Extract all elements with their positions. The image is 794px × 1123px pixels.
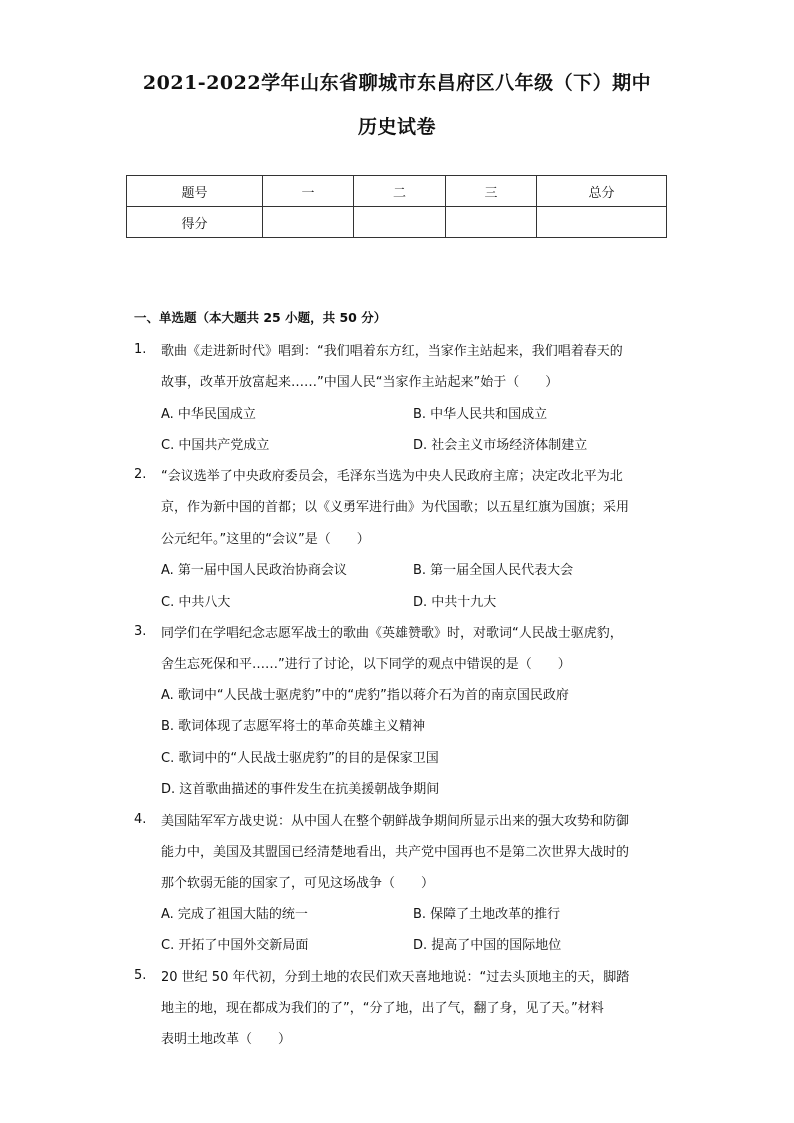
score-table-header-row [127, 176, 667, 207]
option-b[interactable]: B. 中华人民共和国成立 [413, 407, 548, 422]
option-a[interactable]: A. 中华民国成立 [161, 407, 256, 422]
option-c[interactable]: C. 中共八大 [161, 595, 231, 610]
score-cell[interactable] [354, 207, 446, 238]
score-header-cell: 二 [354, 176, 446, 207]
score-header-cell: 一 [263, 176, 354, 207]
score-table-score-row [127, 207, 667, 238]
option-c[interactable]: C. 开拓了中国外交新局面 [161, 938, 309, 953]
option-d[interactable]: D. 中共十九大 [413, 595, 497, 610]
question-text: 同学们在学唱纪念志愿军战士的歌曲《英雄赞歌》时，对歌词“人民战士驱虎豹， [161, 626, 623, 641]
option-c[interactable]: C. 歌词中的“人民战士驱虎豹”的目的是保家卫国 [161, 751, 439, 766]
question-text: 故事，改革开放富起来……”中国人民“当家作主站起来”始于（ ） [161, 375, 559, 390]
question-text: 能力中，美国及其盟国已经清楚地看出，共产党中国再也不是第二次世界大战时的 [161, 845, 630, 860]
question-text: 表明土地改革（ ） [161, 1032, 292, 1047]
question-number: 2. [134, 467, 147, 482]
option-d[interactable]: D. 社会主义市场经济体制建立 [413, 438, 588, 453]
score-header-cell: 总分 [537, 176, 667, 207]
score-header-cell: 三 [446, 176, 537, 207]
option-d[interactable]: D. 提高了中国的国际地位 [413, 938, 562, 953]
option-d[interactable]: D. 这首歌曲描述的事件发生在抗美援朝战争期间 [161, 782, 440, 797]
score-cell[interactable] [263, 207, 354, 238]
score-table [126, 175, 667, 238]
question-text: “会议选举了中央政府委员会，毛泽东当选为中央人民政府主席；决定改北平为北 [161, 469, 623, 484]
option-a[interactable]: A. 完成了祖国大陆的统一 [161, 907, 308, 922]
question-text: 公元纪年。”这里的“会议”是（ ） [161, 532, 370, 547]
option-a[interactable]: A. 第一届中国人民政治协商会议 [161, 563, 347, 578]
question-number: 3. [134, 624, 147, 639]
score-row-label: 得分 [127, 207, 263, 238]
option-b[interactable]: B. 歌词体现了志愿军将士的革命英雄主义精神 [161, 719, 426, 734]
score-cell[interactable] [446, 207, 537, 238]
score-cell[interactable] [537, 207, 667, 238]
question-text: 京，作为新中国的首都；以《义勇军进行曲》为代国歌；以五星红旗为国旗；采用 [161, 500, 630, 515]
page-subtitle: 历史试卷 [357, 116, 436, 138]
option-a[interactable]: A. 歌词中“人民战士驱虎豹”中的“虎豹”指以蒋介石为首的南京国民政府 [161, 688, 569, 703]
question-text: 那个软弱无能的国家了，可见这场战争（ ） [161, 876, 435, 891]
question-text: 地主的地，现在都成为我们的了”，“分了地，出了气，翻了身，见了天。”材料 [161, 1001, 604, 1016]
question-text: 舍生忘死保和平……”进行了讨论，以下同学的观点中错误的是（ ） [161, 657, 571, 672]
score-header-cell: 题号 [127, 176, 263, 207]
question-number: 1. [134, 342, 147, 357]
section-heading: 一、单选题（本大题共 25 小题，共 50 分） [134, 310, 387, 325]
question-text: 歌曲《走进新时代》唱到：“我们唱着东方红，当家作主站起来，我们唱着春天的 [161, 344, 623, 359]
question-text: 美国陆军军方战史说：从中国人在整个朝鲜战争期间所显示出来的强大攻势和防御 [161, 814, 630, 829]
page-title: 2021-2022学年山东省聊城市东昌府区八年级（下）期中 [142, 72, 652, 94]
option-c[interactable]: C. 中国共产党成立 [161, 438, 270, 453]
option-b[interactable]: B. 第一届全国人民代表大会 [413, 563, 574, 578]
question-number: 4. [134, 812, 147, 827]
question-number: 5. [134, 968, 147, 983]
question-text: 20 世纪 50 年代初，分到土地的农民们欢天喜地地说：“过去头顶地主的天，脚踏 [161, 970, 630, 985]
option-b[interactable]: B. 保障了土地改革的推行 [413, 907, 561, 922]
